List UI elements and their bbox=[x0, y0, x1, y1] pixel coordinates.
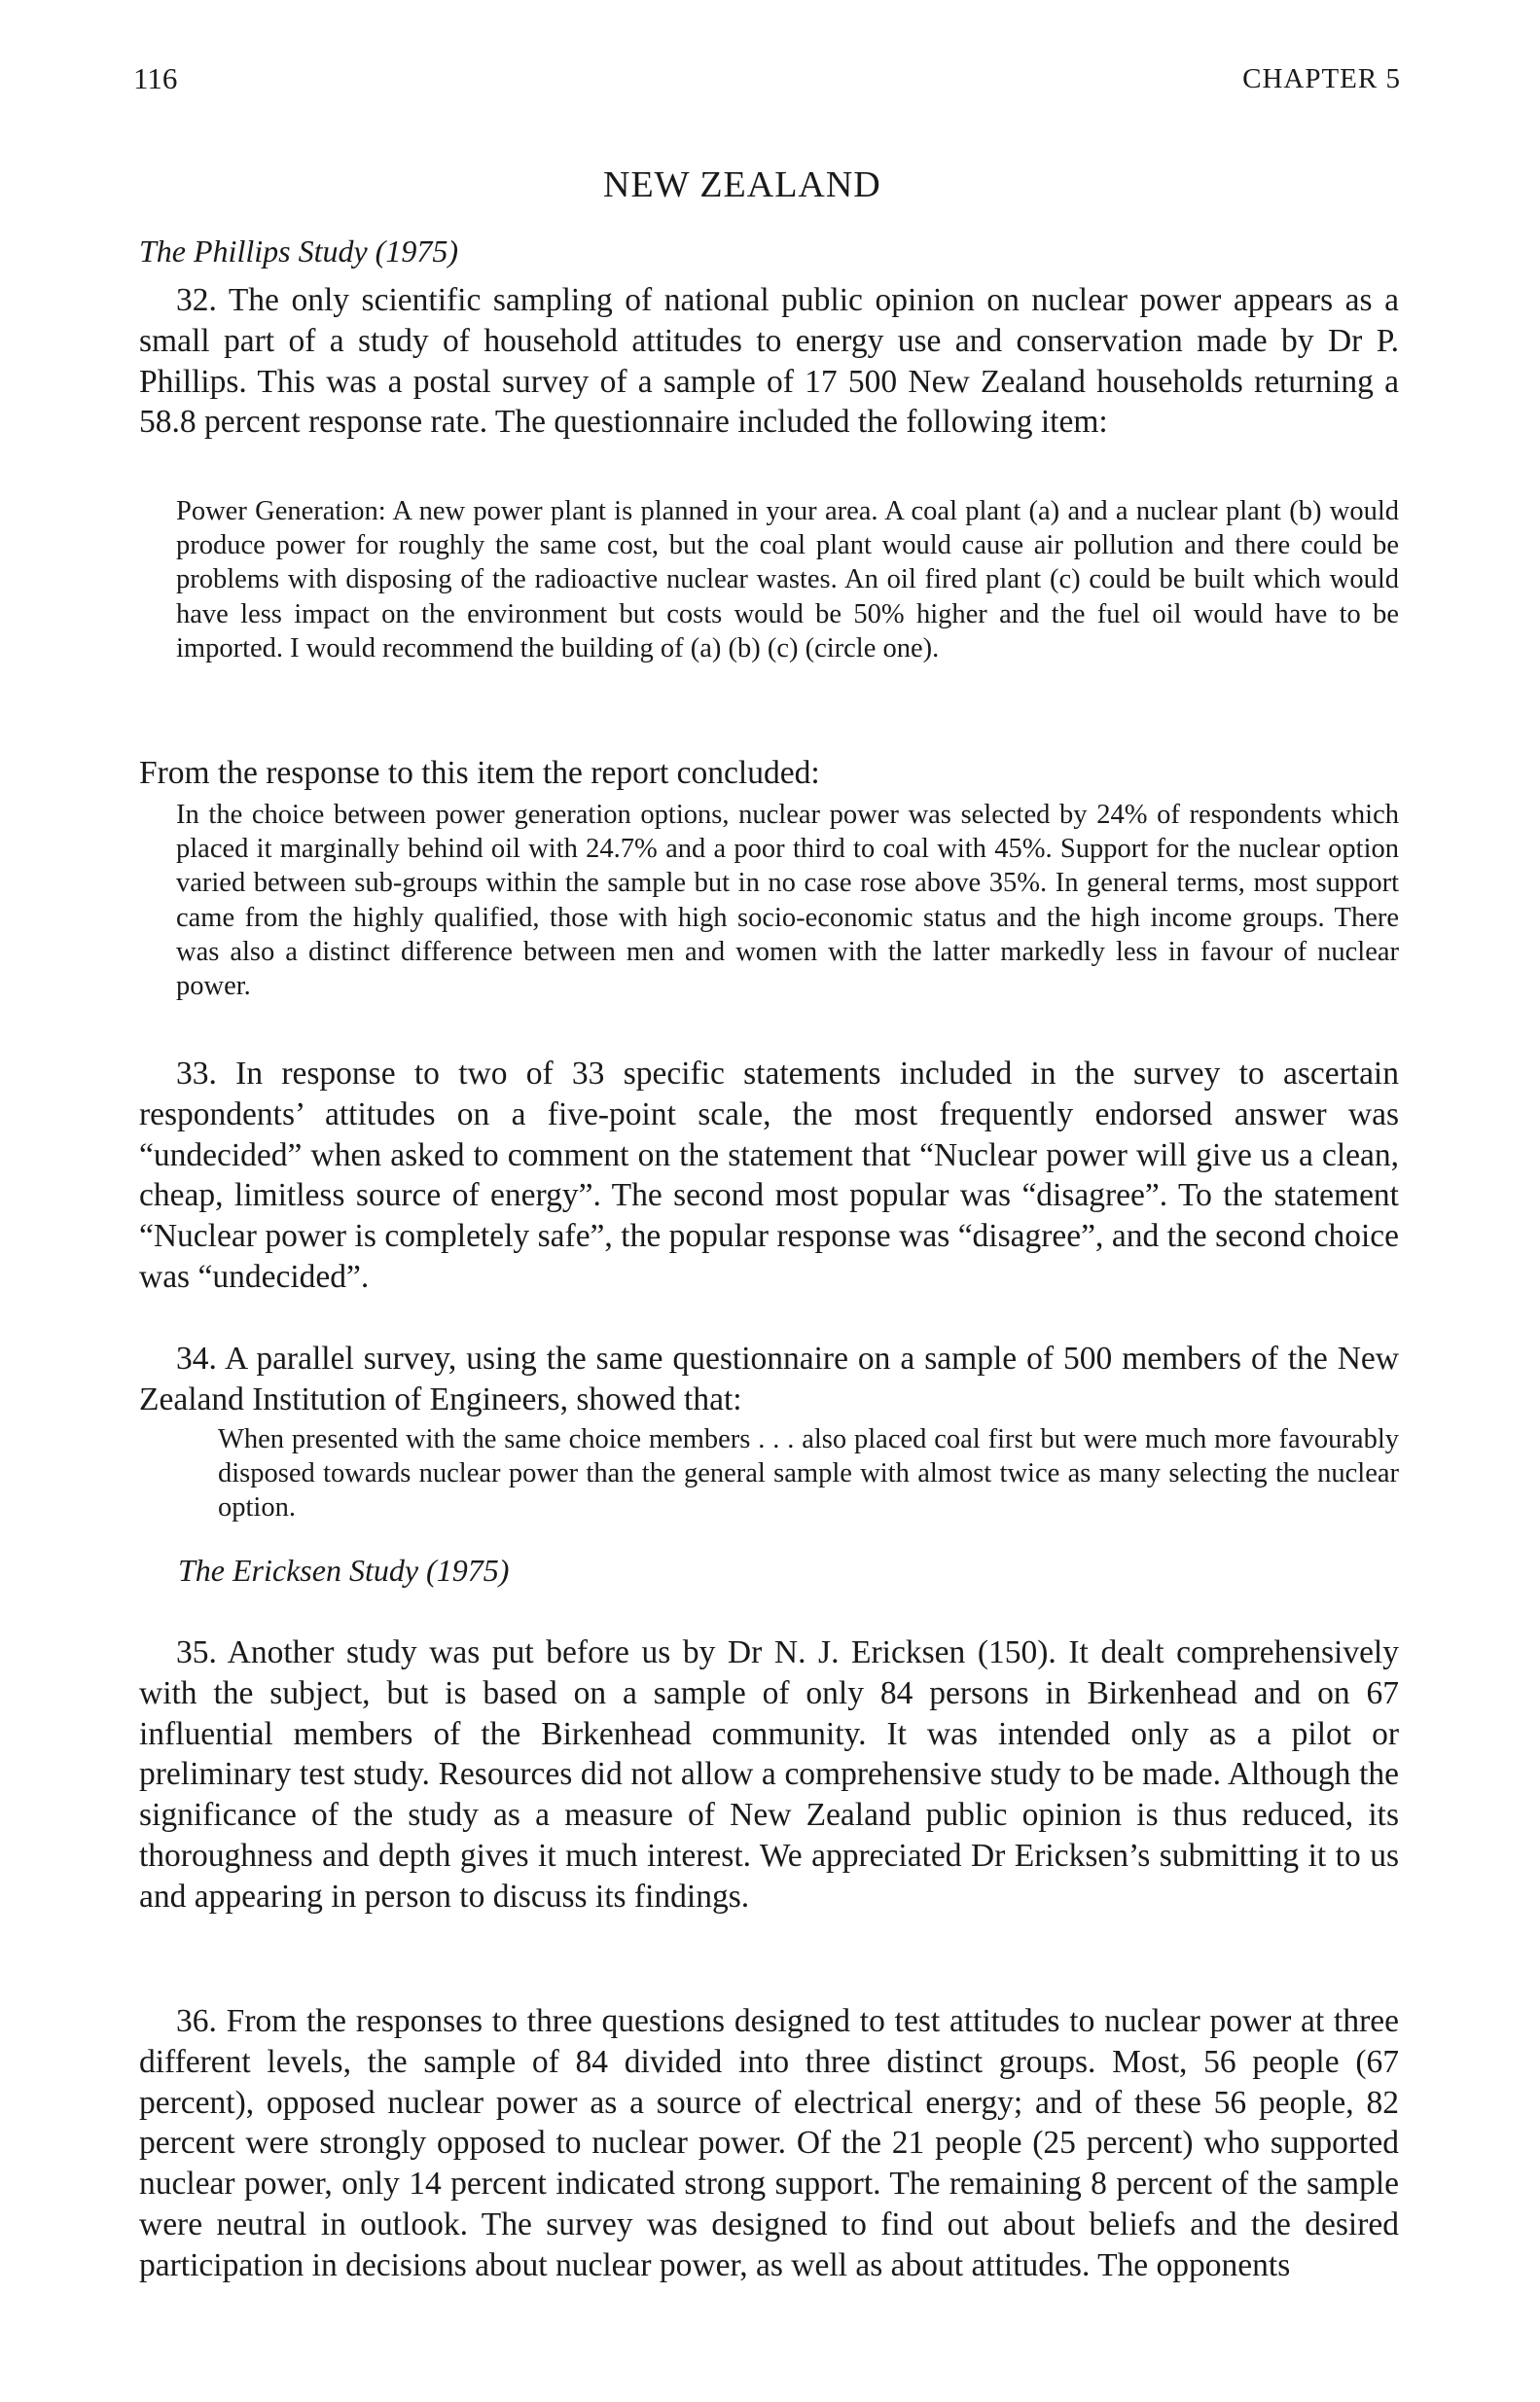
paragraph-34: 34. A parallel survey, using the same questionnaire on a sample of 500 members of the New Zealand Institution of Engineers, showed that: bbox=[139, 1341, 1399, 1417]
quote-engineers-survey: When presented with the same choice members . . . also placed coal first but were much more favourably disposed towards nuclear power than the general sample with almost twice as many selecting the nuclear option. bbox=[218, 1424, 1399, 1524]
section-title: NEW ZEALAND bbox=[603, 164, 881, 205]
page-number: 116 bbox=[133, 61, 178, 95]
ericksen-heading: The Ericksen Study (1975) bbox=[178, 1553, 510, 1588]
paragraph-32: 32. The only scientific sampling of national public opinion on nuclear power appears as a small part of a study of household attitudes to energy use and conservation made by Dr P. Phillips. This was a postal survey of a sample of 17 500 New Zealand households returning a 58.8 percent response rate. The questionnaire included the following item: bbox=[139, 282, 1399, 441]
paragraph-33: 33. In response to two of 33 specific statements included in the survey to ascertain respondents’ attitudes on a five-point scale, the most frequently endorsed answer was “undecided” when asked to comment on the statement that “Nuclear power will give us a clean, cheap, limitless source of energy”. The second most popular was “disagree”. To the statement “Nuclear power is completely safe”, the popular response was “disagree”, and the second choice was “undecided”. bbox=[139, 1056, 1399, 1295]
quote-report-conclusion: In the choice between power generation options, nuclear power was selected by 24% of respondents which placed it marginally behind oil with 24.7% and a poor third to coal with 45%. Support for the nuclear option varied between sub-groups within the sample but in no case rose above 35%. In general terms, most support came from the highly qualified, those with high socio-economic status and the high income groups. There was also a distinct difference between men and women with the latter markedly less in favour of nuclear power. bbox=[176, 800, 1399, 1002]
paragraph-36: 36. From the responses to three questions designed to test attitudes to nuclear power at three different levels, the sample of 84 divided into three distinct groups. Most, 56 people (67 percent), opposed nuclear power as a source of electrical energy; and of these 56 people, 82 percent were strongly opposed to nuclear power. Of the 21 people (25 percent) who supported nuclear power, only 14 percent indicated strong support. The remaining 8 percent of the sample were neutral in outlook. The survey was designed to find out about beliefs and the desired participation in decisions about nuclear power, as well as about attitudes. The opponents bbox=[139, 2003, 1399, 2283]
paragraph-35: 35. Another study was put before us by Dr N. J. Ericksen (150). It dealt comprehensively with the subject, but is based on a sample of only 84 persons in Birkenhead and on 67 influential members of the Birkenhead community. It was intended only as a pilot or preliminary test study. Resources did not allow a comprehensive study to be made. Although the significance of the study as a measure of New Zealand public opinion is thus reduced, its thoroughness and depth gives it much interest. We appreciated Dr Ericksen’s submitting it to us and appearing in person to discuss its findings. bbox=[139, 1634, 1399, 1915]
report-lead-in: From the response to this item the report concluded: bbox=[139, 755, 820, 791]
phillips-heading: The Phillips Study (1975) bbox=[139, 233, 458, 269]
chapter-label: CHAPTER 5 bbox=[1242, 63, 1401, 94]
quote-questionnaire-item: Power Generation: A new power plant is planned in your area. A coal plant (a) and a nuclear plant (b) would produce power for roughly the same cost, but the coal plant would cause air pollution and there could be problems with disposing of the radioactive nuclear wastes. An oil fired plant (c) could be built which would have less impact on the environment but costs would be 50% higher and the fuel oil would have to be imported. I would recommend the building of (a) (b) (c) (circle one). bbox=[176, 496, 1399, 663]
